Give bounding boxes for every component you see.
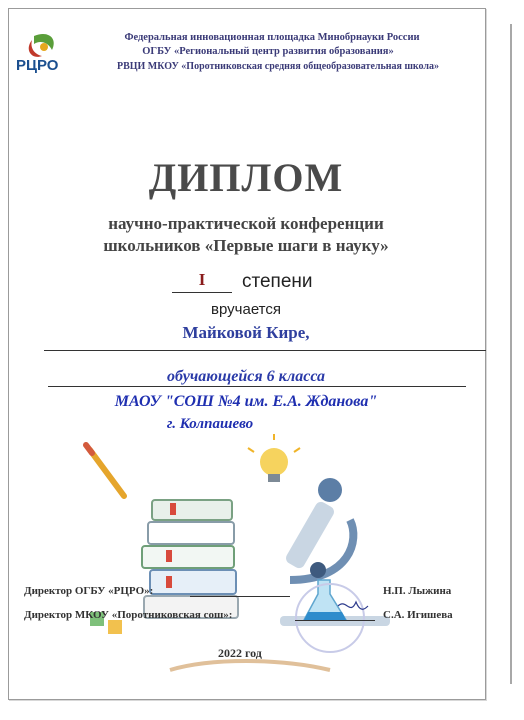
pencil-icon <box>86 445 124 496</box>
degree-value: I <box>172 270 232 293</box>
diploma-title: ДИПЛОМ <box>148 155 344 200</box>
recipient-underline <box>44 350 486 351</box>
logo-text: РЦРО <box>16 57 59 74</box>
page-edge-line <box>510 24 512 684</box>
light-bulb-icon <box>248 434 300 482</box>
science-illustration <box>60 430 480 690</box>
degree-word: степени <box>242 271 313 292</box>
director-2-title: Директор МКОУ «Поротниковская сош»: <box>24 609 233 621</box>
sticky-note-icon <box>108 620 122 634</box>
recipient-name: Майковой Кире, <box>182 323 310 342</box>
subtitle-line-1: научно-практической конференции <box>108 214 384 233</box>
subtitle-line-2: школьников «Первые шаги в науку» <box>103 236 389 255</box>
class-underline <box>48 386 466 387</box>
director-1-name: Н.П. Лыжина <box>383 585 452 597</box>
bottom-swoosh <box>170 661 330 670</box>
director-2-name: С.А. Игишева <box>383 609 453 621</box>
header-line-1: Федеральная инновационная площадка Минобрнауки России <box>124 32 420 43</box>
school-name: МАОУ "СОШ №4 им. Е.А. Жданова" <box>114 393 378 410</box>
books-stack-icon <box>142 500 238 618</box>
director-1-title: Директор ОГБУ «РЦРО»: <box>24 585 154 597</box>
header-line-2: ОГБУ «Региональный центр развития образования» <box>142 46 394 57</box>
diploma-year: 2022 год <box>218 646 262 660</box>
city-name: г. Колпашево <box>166 416 254 432</box>
header-line-3: РВЦИ МКОУ «Поротниковская средняя общеобразовательная школа» <box>116 61 440 72</box>
awarded-text: вручается <box>211 301 281 318</box>
recipient-class: обучающейся 6 класса <box>166 368 326 385</box>
director-2-signature-line <box>295 620 375 621</box>
director-1-signature-line <box>190 596 290 597</box>
